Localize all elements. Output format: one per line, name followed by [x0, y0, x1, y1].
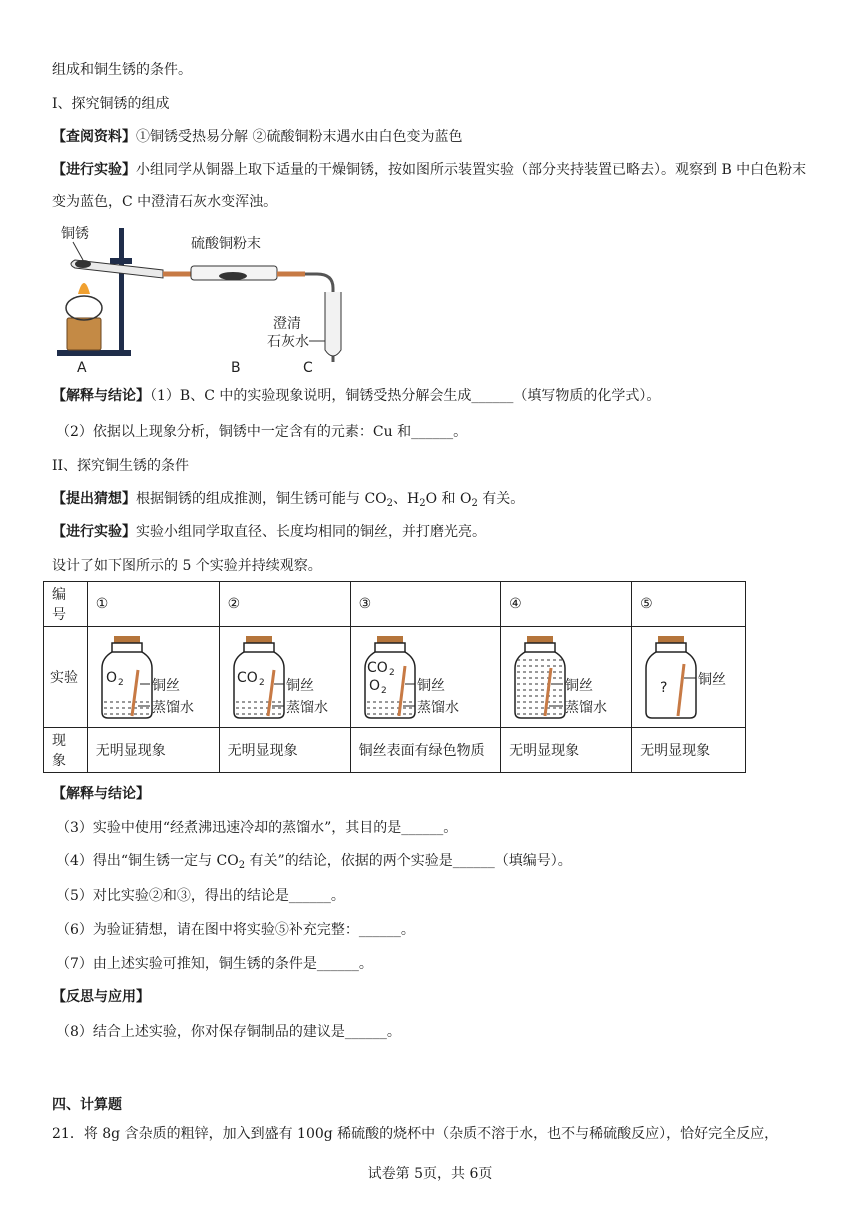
text-line: （6）为验证猜想，请在图中将实验⑤补充完整：______。 [56, 922, 415, 938]
table-cell [501, 627, 632, 728]
text: （1）B、C 中的实验现象说明，铜锈受热分解会生成______（填写物质的化学式）。 [150, 388, 661, 404]
table-cell: ① [87, 582, 219, 627]
wire-label: 铜丝 [416, 678, 445, 694]
text: （4）得出“铜生锈一定与 CO [56, 853, 239, 869]
water-label: 蒸馏水 [416, 700, 459, 716]
jar-2 [226, 634, 344, 720]
table-cell: ② [219, 582, 350, 627]
text-line [52, 127, 462, 147]
text-line: 设计了如下图所示的 5 个实验并持续观察。 [52, 558, 322, 574]
text-paragraph [52, 154, 812, 218]
label-a: A [77, 360, 87, 376]
text: 有关”的结论，依据的两个实验是______（填编号）。 [245, 853, 572, 869]
alcohol-lamp [66, 296, 102, 320]
text-line: （7）由上述实验可推知，铜生锈的条件是______。 [56, 956, 373, 972]
flame-icon [78, 283, 90, 294]
table-row [44, 728, 746, 773]
text: 根据铜锈的组成推测，铜生锈可能与 CO [136, 491, 387, 507]
water-label: 蒸馏水 [565, 700, 608, 716]
text-line [52, 489, 524, 514]
svg-text:CO: CO [236, 670, 258, 686]
leader-line [73, 242, 83, 260]
lime-label-1: 澄清 [273, 316, 301, 332]
label-c: C [303, 360, 313, 376]
subscript: 2 [386, 498, 394, 509]
wire-label: 铜丝 [698, 672, 727, 688]
text-line: （2）依据以上现象分析，铜锈中一定含有的元素：Cu 和______。 [56, 424, 468, 440]
label-b: B [231, 360, 241, 376]
svg-text:2: 2 [388, 668, 395, 678]
table-cell: 无明显现象 [632, 728, 746, 773]
experiment-table [43, 581, 746, 773]
subscript: 2 [238, 860, 246, 871]
svg-text:2: 2 [380, 686, 387, 696]
text: ①铜锈受热易分解 ②硫酸铜粉末遇水由白色变为蓝色 [136, 129, 463, 145]
text-line: （3）实验中使用“经煮沸迅速冷却的蒸馏水”，其目的是______。 [56, 820, 458, 836]
table-cell [632, 627, 746, 728]
text: 实验小组同学取直径、长度均相同的铜丝，并打磨光亮。 [136, 524, 486, 540]
section-heading-i: I、探究铜锈的组成 [52, 96, 170, 112]
table-cell: 无明显现象 [501, 728, 632, 773]
heading: 【解释与结论】 [52, 786, 150, 802]
rust-sample [75, 260, 91, 268]
svg-text:2: 2 [117, 678, 124, 688]
svg-text:O: O [105, 670, 117, 686]
unknown-mark: ? [660, 680, 668, 696]
tag: 【查阅资料】 [52, 129, 136, 145]
text-line [52, 522, 486, 542]
text: 、H [393, 491, 420, 507]
wire-label: 铜丝 [565, 678, 594, 694]
subscript: 2 [471, 498, 478, 509]
row-header: 编号 [44, 582, 88, 627]
table-cell: 无明显现象 [87, 728, 219, 773]
tag: 【进行实验】 [52, 162, 136, 178]
heading: 【反思与应用】 [52, 989, 150, 1005]
svg-text:2: 2 [258, 678, 265, 688]
water-label: 蒸馏水 [285, 700, 328, 716]
text-line: （5）对比实验②和③，得出的结论是______。 [56, 888, 345, 904]
water-label: 蒸馏水 [151, 700, 194, 716]
tag: 【解释与结论】 [52, 388, 150, 404]
text-line [56, 851, 572, 876]
text: 小组同学从铜器上取下适量的干燥铜锈，按如图所示装置实验（部分夹持装置已略去）。观察到 B 中白色粉末变为蓝色，C 中澄清石灰水变浑浊。 [52, 162, 807, 210]
jar-1 [94, 634, 212, 720]
text: 有关。 [477, 491, 525, 507]
test-tube-c [325, 292, 341, 356]
table-cell: ④ [501, 582, 632, 627]
tag: 【提出猜想】 [52, 491, 136, 507]
row-header: 现象 [44, 728, 88, 773]
table-cell: 无明显现象 [219, 728, 350, 773]
text-line [52, 386, 660, 406]
clamp [110, 258, 132, 264]
powder-label: 硫酸铜粉末 [191, 236, 261, 252]
tag: 【进行实验】 [52, 524, 136, 540]
table-cell [87, 627, 219, 728]
apparatus-figure [55, 222, 355, 377]
table-row [44, 627, 746, 728]
svg-text:CO: CO [366, 660, 388, 676]
subscript: 2 [419, 498, 426, 509]
question-21: 21．将 8g 含杂质的粗锌，加入到盛有 100g 稀硫酸的烧杯中（杂质不溶于水，也不与稀硫酸反应），恰好完全反应， [52, 1126, 779, 1142]
section-heading: 四、计算题 [52, 1097, 122, 1113]
text: O 和 O [425, 491, 472, 507]
copper-sulfate-powder [219, 272, 247, 280]
wire-label: 铜丝 [285, 678, 314, 694]
text-line: 组成和铜生锈的条件。 [52, 62, 192, 78]
stand-rod [119, 228, 124, 352]
jar-5 [638, 634, 738, 720]
jar-4 [507, 634, 625, 720]
table-cell: ③ [350, 582, 501, 627]
svg-text:O: O [368, 678, 380, 694]
lamp-block [67, 318, 101, 350]
table-cell [350, 627, 501, 728]
table-cell [219, 627, 350, 728]
table-row [44, 582, 746, 627]
page-footer: 试卷第 5页，共 6页 [367, 1166, 493, 1182]
lime-label-2: 石灰水 [267, 334, 309, 350]
rust-label: 铜锈 [61, 226, 89, 242]
text-line: （8）结合上述实验，你对保存铜制品的建议是______。 [56, 1024, 401, 1040]
table-cell: 铜丝表面有绿色物质 [350, 728, 501, 773]
table-cell: ⑤ [632, 582, 746, 627]
wire-label: 铜丝 [151, 678, 180, 694]
row-header: 实验 [44, 627, 88, 728]
section-heading-ii: II、探究铜生锈的条件 [52, 458, 190, 474]
jar-3 [357, 634, 475, 720]
